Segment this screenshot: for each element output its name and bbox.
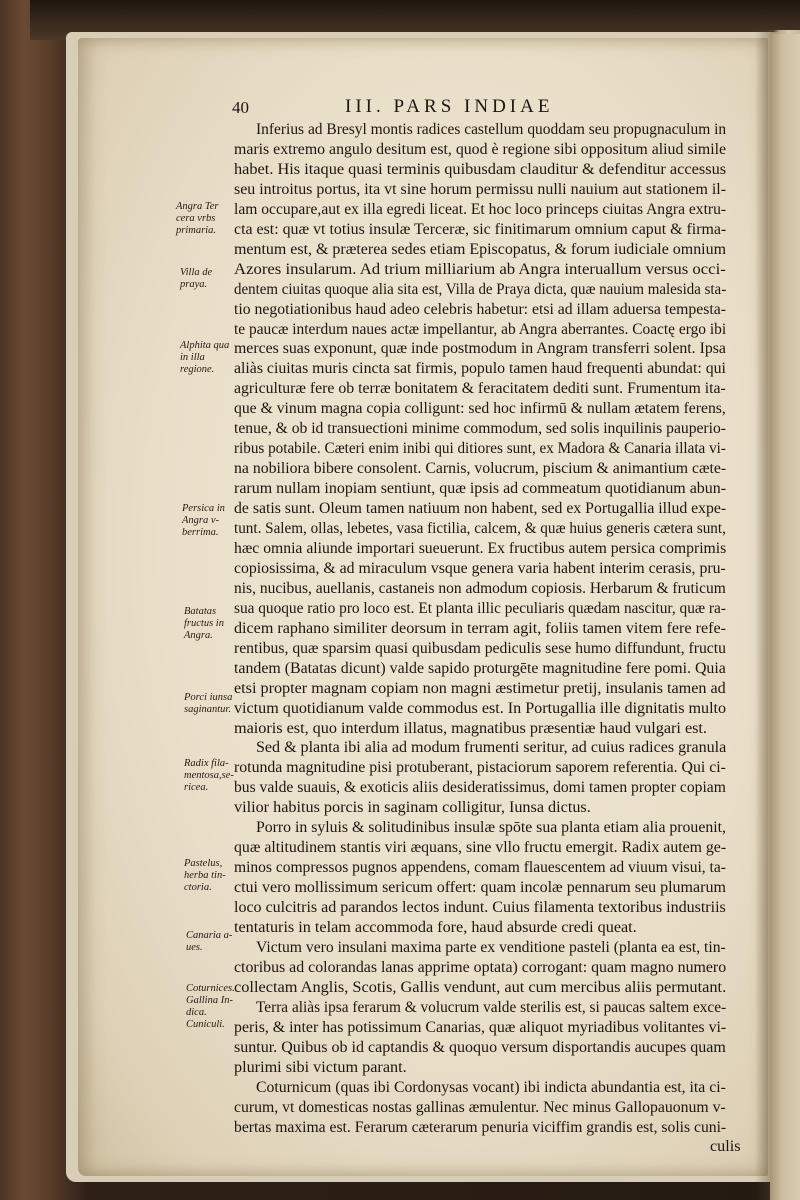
text-line: agriculturæ fere ob terræ bonitatem & feracitatem dediti sunt. Frumentum ita- — [234, 379, 726, 398]
text-line: aliàs ciuitas muris cincta sat firmis, populo tamen haud frequenti abundat: qui — [234, 359, 726, 378]
text-line: seu introitus portus, ita vt sine horum permissu nulli nauium aut stationem il- — [234, 179, 727, 198]
text-line: Terra aliàs ipsa ferarum & volucrum valde sterilis est, si paucas saltem exce- — [256, 997, 727, 1016]
margin-note: Radix fila- mentosa,se- ricea. — [184, 758, 234, 793]
text-line: copiosissima, & ad miraculum vsque genera varia habent interim cerasis, pru- — [234, 558, 726, 577]
text-line: plurimi sibi victum parant. — [234, 1057, 407, 1076]
text-line: Azores insularum. Ad trium milliarium ab Angra interuallum versus occi- — [234, 259, 726, 278]
text-line: Porro in syluis & solitudinibus insulæ spōte sua planta etiam alia prouenit, — [256, 818, 726, 837]
margin-note: Persica in Angra v- berrima. — [182, 503, 225, 538]
margin-note: Canaria a- ues. — [186, 930, 233, 953]
text-line: de satis sunt. Oleum tamen natiuum non habent, sed ex Portugallia illud expe- — [234, 499, 727, 518]
text-line: collectam Anglis, Scotis, Gallis vendunt, aut cum mercibus aliis permutant. — [234, 977, 727, 996]
folio-number: 40 — [232, 98, 249, 117]
text-line: rarum nullam inopiam sentiunt, quæ ipsis ad commeatum quotidianum abun- — [234, 479, 727, 498]
text-line: mentum est, & præterea sedes etiam Episcopatus, & forum iudiciale omnium — [234, 239, 727, 258]
text-line: rentibus, quæ sparsim quasi quibusdam pediculis sese humo diffundunt, fructu — [234, 638, 726, 657]
text-line: tio negotiationibus haud adeo celebris habetur: etsi ad illam aduersa tempesta- — [234, 299, 726, 318]
text-line: na nobiliora bibere consolent. Carnis, volucrum, piscium & animantium cæte- — [234, 459, 727, 478]
text-line: tunt. Salem, ollas, lebetes, vasa fictilia, calcem, & quæ huius generis cætera sunt, — [234, 519, 726, 537]
text-line: lam occupare,aut ex illa egredi liceat. Et hoc loco princeps ciuitas Angra extru- — [234, 199, 727, 218]
text-line: habet. His itaque quasi terminis quibusdam clauditur & defenditur accessus — [234, 159, 727, 178]
text-line: maioris est, quo interdum illatus, magnatibus præsentiæ haud vulgari est. — [234, 718, 707, 737]
text-line: curum, vt domesticas nostas gallinas æmulentur. Nec minus Gallopauonum v- — [234, 1097, 726, 1116]
text-line: cta est: quæ vt totius insulæ Terceræ, sic finitimarum omnium caput & firma- — [234, 219, 727, 238]
margin-note: Pastelus, herba tin- ctoria. — [184, 858, 226, 893]
text-line: nis, nucibus, auellanis, castaneis non admodum copiosis. Herbarum & fruticum — [234, 578, 726, 597]
text-line: ctoribus ad colorandas lanas apprime optata) corrogant: quam magno numero — [234, 957, 727, 976]
text-line: quæ altitudinem stantis viri æquans, sine vllo fructu emergit. Radix autem ge- — [234, 838, 727, 857]
text-line: merces suas exponunt, quæ inde postmodum in Angram transferri solent. Ipsa — [234, 339, 726, 358]
text-line: minos compressos pugnos appendens, comam flauescentem ad viuum visui, ta- — [234, 858, 726, 877]
text-line: etsi propter magnam copiam non magni æstimetur pretij, insulanis tamen ad — [234, 678, 726, 697]
text-line: bus valde suauis, & exoticis aliis desideratissimus, domi tamen propter copiam — [234, 778, 726, 797]
text-line: Coturnicum (quas ibi Cordonysas vocant) ibi indicta abundantia est, ita ci- — [256, 1077, 726, 1096]
text-line: ctui vero mollissimum sericum offert: quam incolæ pennarum seu plumarum — [234, 878, 726, 897]
text-line: Victum vero insulani maxima parte ex venditione pasteli (planta ea est, tin- — [256, 937, 726, 956]
text-line: hæc omnia aliunde importari sueuerunt. Ex fructibus autem persica comprimis — [234, 538, 727, 557]
text-line: dicem raphano similiter deorsum in terram agit, foliis tamen vitem fere refe- — [234, 618, 726, 637]
text-line: victum quotidianum valde commodus est. In Portugallia ille dignitatis multo — [234, 698, 727, 717]
text-line: que & vinum magna copia colligunt: sed hoc infirmū & nullam ætatem ferens, — [234, 399, 726, 418]
text-line: tentaturis in telam accommoda fore, haud absurde credi queat. — [234, 918, 637, 936]
margin-note: Coturnices. Gallina In- dica. Cuniculi. — [186, 983, 235, 1030]
text-line: dentem ciuitas quoque alia sita est, Villa de Praya dicta, quæ nauium malesida sta- — [234, 279, 727, 298]
margin-note: Alphita qua in illa regione. — [180, 340, 230, 375]
text-line: rotunda magnitudine pisi protuberant, pistaciorum saporem referentia. Qui ci- — [234, 758, 726, 777]
margin-note: Batatas fructus in Angra. — [184, 606, 224, 641]
text-line: suntur. Quibus ob id captandis & quoquo versum disportandis aucupes quam — [234, 1037, 726, 1056]
text-line: ribus potabile. Cæteri enim inibi qui ditiores sunt, ex Madora & Canaria illata vi- — [234, 439, 726, 458]
text-line: culis — [710, 1137, 741, 1156]
text-line: maris extremo angulo desitum est, quod è regione sibi oppositum aliud simile — [234, 139, 727, 158]
running-title: III. PARS INDIAE — [345, 96, 554, 117]
text-line: tenue, & ob id transuectioni minime commodum, sed solis inquilinis pauperio- — [234, 419, 726, 438]
text-line: peris, & inter has potissimum Canarias, quæ aliquot myriadibus volitantes vi- — [234, 1017, 727, 1036]
text-line: sua quoque ratio pro loco est. Et planta illic peculiaris quædam nascitur, quæ ra- — [234, 598, 726, 617]
margin-note: Villa de praya. — [180, 267, 213, 290]
text-line: vilior habitus porcis in saginam colligitur, Iunsa dictus. — [234, 798, 591, 817]
text-line: bertas maxima est. Ferarum cæterarum penuria viciffim grandis est, solis cuni- — [234, 1117, 727, 1136]
margin-note: Porci iunsa saginantur. — [184, 692, 233, 715]
margin-note: Angra Ter cera vrbs primaria. — [176, 201, 219, 236]
text-line: loco culcitris ad parandos lectos indunt. Cuius filamenta textoribus industriis — [234, 898, 726, 917]
text-line: Inferius ad Bresyl montis radices castellum quoddam seu propugnaculum in — [256, 120, 727, 138]
text-line: tandem (Batatas dicunt) valde sapido proturgēte magnitudine fere pomi. Quia — [234, 658, 726, 677]
text-line: te paucæ interdum naues actæ impellantur, ab Angra aberrantes. Coactę ergo ibi — [234, 319, 727, 338]
text-line: Sed & planta ibi alia ad modum frumenti seritur, ad cuius radices granula — [256, 738, 727, 757]
